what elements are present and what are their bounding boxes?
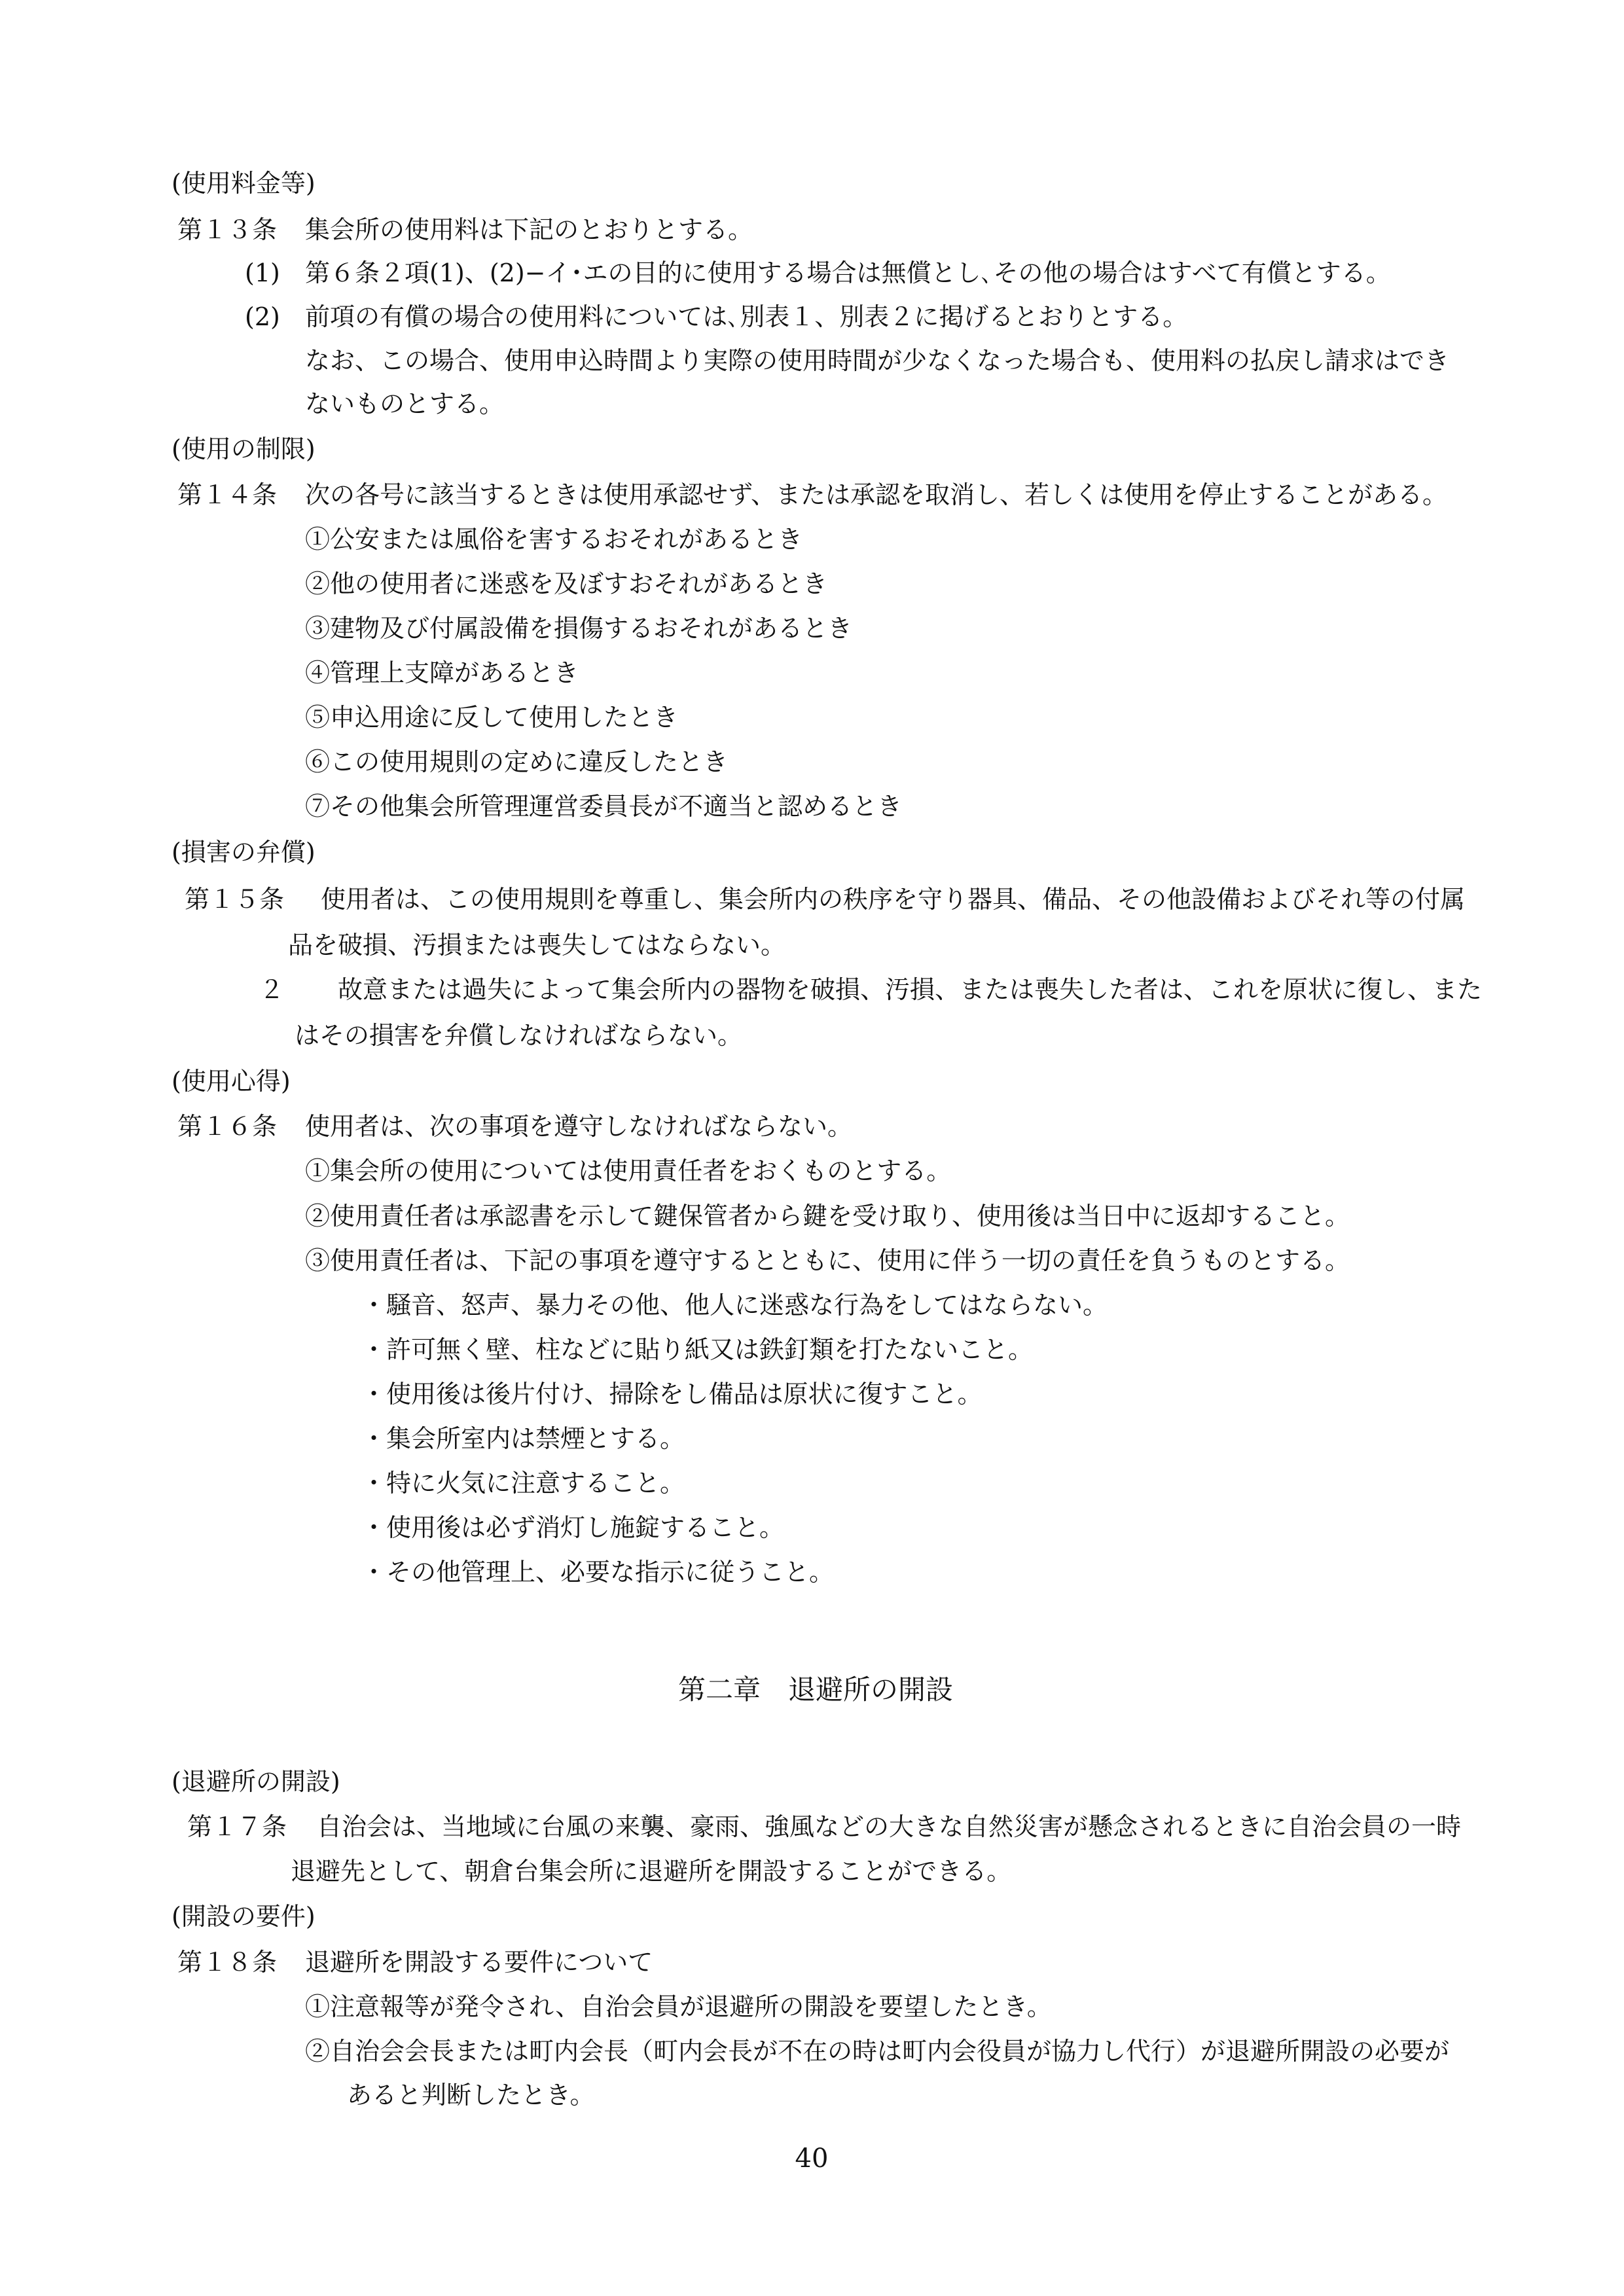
art16-bullet: ・集会所室内は禁煙とする。 [361,1424,685,1453]
art16-text: 使用者は、次の事項を遵守しなければならない。 [305,1112,853,1141]
art18-item1: ①注意報等が発令され、自治会員が退避所の開設を要望したとき。 [305,1992,1052,2021]
art16-item: ②使用責任者は承認書を示して鍵保管者から鍵を受け取り、使用後は当日中に返却すること。 [305,1202,1350,1230]
art15-p2-text-line1: 故意または過失によって集会所内の器物を破損、汚損、または喪失した者は、これを原状に復し、また [338,975,1483,1004]
art16-item: ①集会所の使用については使用責任者をおくものとする。 [305,1157,952,1185]
art14-item: ⑦その他集会所管理運営委員長が不適当と認めるとき [305,792,903,821]
art13-p1-label: (1) [245,259,280,287]
art17-text-line2: 退避先として、朝倉台集会所に退避所を開設することができる。 [291,1857,1012,1886]
art14-item: ④管理上支障があるとき [305,658,579,687]
art16-label: 第１６条 [177,1112,278,1141]
art16-bullet: ・使用後は後片付け、掃除をし備品は原状に復すこと。 [361,1380,983,1408]
art14-item: ②他の使用者に迷惑を及ぼすおそれがあるとき [305,569,828,598]
art18-item2-line2: あると判断したとき。 [347,2081,595,2109]
art14-item: ③建物及び付属設備を損傷するおそれがあるとき [305,614,853,643]
art13-p2-text: 前項の有償の場合の使用料については､別表１、別表２に掲げるとおりとする。 [305,302,1188,331]
chapter-title: 第二章 退避所の開設 [678,1674,954,1706]
art16-bullet: ・使用後は必ず消灯し施錠すること。 [361,1513,785,1542]
art15-text-line1: 使用者は、この使用規則を尊重し、集会所内の秩序を守り器具、備品、その他設備およびそれ等の付属 [321,885,1466,914]
art18-text: 退避所を開設する要件について [305,1948,653,1977]
art17-label: 第１７条 [187,1812,287,1841]
art14-label: 第１４条 [177,480,278,509]
art14-item: ⑤申込用途に反して使用したとき [305,703,679,732]
art16-bullet: ・その他管理上、必要な指示に従うこと。 [361,1558,835,1587]
art17-text-line1: 自治会は、当地域に台風の来襲、豪雨、強風などの大きな自然災害が懸念されるときに自治会員の一時 [317,1812,1462,1841]
art16-item: ③使用責任者は、下記の事項を遵守するとともに、使用に伴う一切の責任を負うものとする。 [305,1246,1350,1275]
art18-item2-line1: ②自治会会長または町内会長（町内会長が不在の時は町内会役員が協力し代行）が退避所開設の必要が [305,2037,1450,2066]
sec13-heading: (使用料金等) [171,169,316,198]
art13-label: 第１３条 [177,215,278,244]
art16-bullet: ・許可無く壁、柱などに貼り紙又は鉄釘類を打たないこと。 [361,1335,1034,1364]
art13-p1-text: 第６条２項(1)、(2)−イ･エの目的に使用する場合は無償とし､その他の場合はすべて有償とする。 [305,259,1391,287]
art15-p2-label: ２ [259,975,285,1004]
art16-bullet: ・騒音、怒声、暴力その他、他人に迷惑な行為をしてはならない。 [361,1291,1108,1319]
page-number: 40 [795,2144,829,2174]
art14-text: 次の各号に該当するときは使用承認せず、または承認を取消し、若しくは使用を停止することがある。 [305,480,1447,509]
art15-text-line2: 品を破損、汚損または喪失してはならない。 [288,931,786,960]
art15-p2-text-line2: はその損害を弁償しなければならない。 [295,1021,743,1050]
art13-p2-note-line1: なお、この場合、使用申込時間より実際の使用時間が少なくなった場合も、使用料の払戻し請求はでき [305,346,1450,375]
sec18-heading: (開設の要件) [171,1902,316,1931]
art13-text: 集会所の使用料は下記のとおりとする。 [305,215,753,244]
sec17-heading: (退避所の開設) [171,1767,340,1796]
sec14-heading: (使用の制限) [171,435,316,463]
sec15-heading: (損害の弁償) [171,838,316,867]
art13-p2-label: (2) [245,302,280,331]
sec16-heading: (使用心得) [171,1067,291,1096]
art15-label: 第１５条 [185,885,285,914]
art18-label: 第１８条 [177,1948,278,1977]
art16-bullet: ・特に火気に注意すること。 [361,1469,685,1498]
art14-item: ①公安または風俗を害するおそれがあるとき [305,525,803,554]
art14-item: ⑥この使用規則の定めに違反したとき [305,747,729,776]
art13-p2-note-line2: ないものとする。 [305,389,505,418]
